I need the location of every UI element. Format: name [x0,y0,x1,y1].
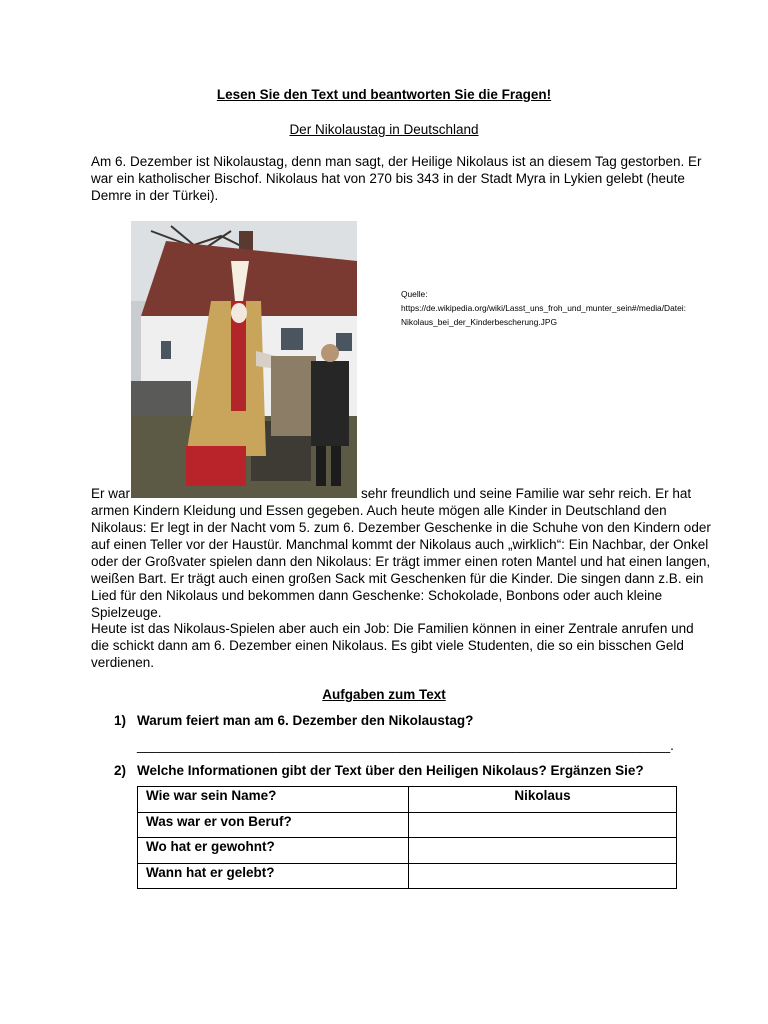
body-line: die schickt dann am 6. Dezember einen Nikolaus. Es gibt viele Studenten, die so ein bisschen Geld [91,638,684,653]
info-table [137,786,677,889]
table-row [138,812,677,838]
table-row [138,863,677,889]
text-title: Der Nikolaustag in Deutschland [289,122,479,137]
body-line: Nikolaus: Er legt in der Nacht vom 5. zum 6. Dezember Geschenke in die Schuhe von den Kindern oder [91,520,711,535]
question-number: 2) [114,763,127,778]
question-1: Warum feiert man am 6. Dezember den Nikolaustag? [137,713,474,728]
image-source [401,287,701,329]
source-url: https://de.wikipedia.org/wiki/Lasst_uns_froh_und_munter_sein#/media/Datei: [401,303,686,313]
table-answer[interactable]: Nikolaus [409,787,677,813]
body-line: Heute ist das Nikolaus-Spielen aber auch ein Job: Die Familien können in einer Zentrale anrufen und [91,621,694,636]
table-answer[interactable] [409,863,677,889]
body-line: Er war [91,486,131,501]
table-answer[interactable] [409,838,677,864]
body-line: sehr freundlich und seine Familie war sehr reich. Er hat [361,486,692,501]
table-question: Wann hat er gelebt? [138,863,409,889]
source-url: Nikolaus_bei_der_Kinderbescherung.JPG [401,317,557,327]
table-answer[interactable] [409,812,677,838]
intro-line: Demre in der Türkei). [91,188,219,203]
nikolaus-photo [131,221,357,498]
tasks-heading: Aufgaben zum Text [322,687,446,702]
intro-line: war ein katholischer Bischof. Nikolaus hat von 270 bis 343 in der Stadt Myra in Lykien gelebt (heute [91,171,685,186]
body-line: Spielzeuge. [91,605,162,620]
body-line: weißen Bart. Er trägt auch einen großen Sack mit Geschenken für die Kinder. Die singen dann z.B. ein [91,571,704,586]
table-row [138,838,677,864]
table-row [138,787,677,813]
question-2: Welche Informationen gibt der Text über den Heiligen Nikolaus? Ergänzen Sie? [137,763,644,778]
body-line: Lied für den Nikolaus und bekommen dann Geschenke: Schokolade, Bonbons oder auch kleine [91,588,663,603]
page-title: Lesen Sie den Text und beantworten Sie die Fragen! [216,87,552,102]
source-label: Quelle: [401,289,428,299]
body-line: armen Kindern Kleidung und Essen gegeben. Auch heute mögen alle Kinder in Deutschland den [91,503,667,518]
body-line: verdienen. [91,655,155,670]
table-question: Wie war sein Name? [138,787,409,813]
intro-line: Am 6. Dezember ist Nikolaustag, denn man sagt, der Heilige Nikolaus ist an diesem Tag gestorben. Er [91,154,702,169]
table-question: Wo hat er gewohnt? [138,838,409,864]
question-number: 1) [114,713,127,728]
body-line: oder der Großvater spielen dann den Nikolaus: Er trägt immer einen roten Mantel und hat einen langen, [91,554,711,569]
table-question: Was war er von Beruf? [138,812,409,838]
body-line: auf einen Teller vor der Haustür. Manchmal kommt der Nikolaus auch „wirklich“: Ein Nachbar, der Onkel [91,537,709,552]
answer-line[interactable]: _______________________________________________________________________. [137,738,674,753]
